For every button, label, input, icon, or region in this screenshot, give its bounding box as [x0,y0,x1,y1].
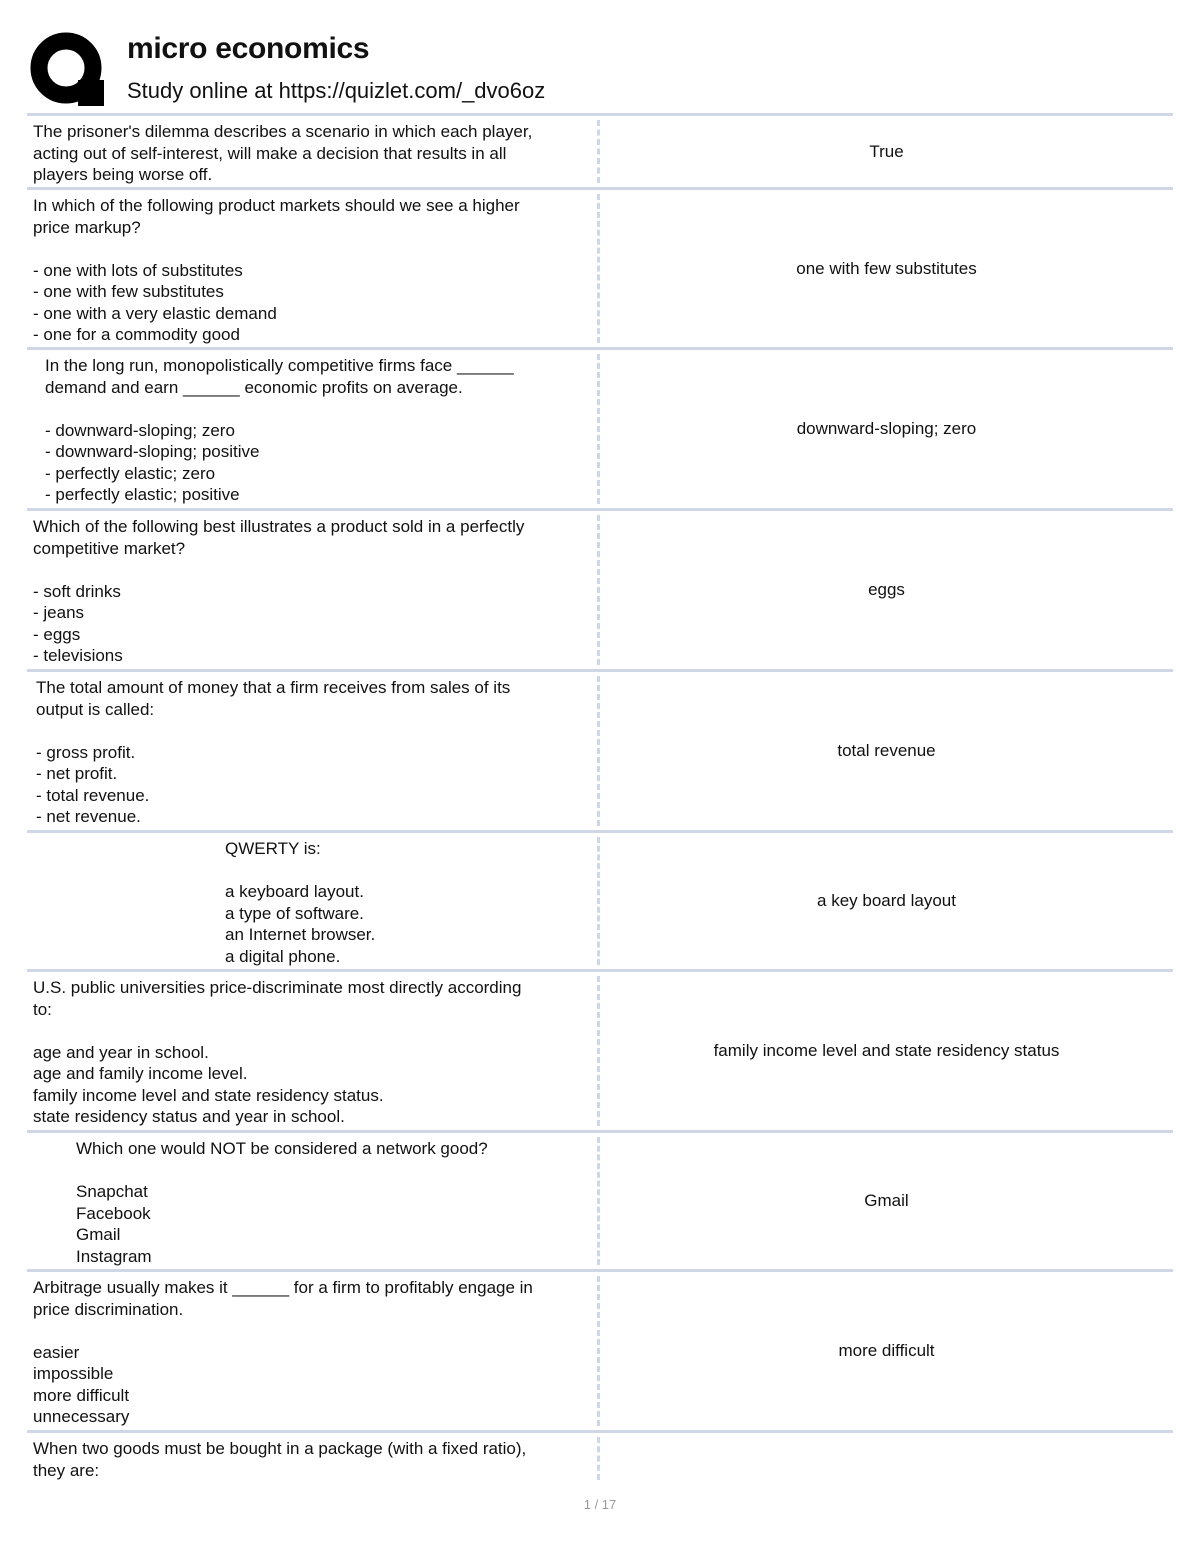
card-question: Which one would NOT be considered a network good? Snapchat Facebook Gmail Instagram [76,1139,488,1266]
flashcard [27,669,1173,830]
card-answer: downward-sloping; zero [796,419,977,438]
card-question: Arbitrage usually makes it ______ for a firm to profitably engage in price discrimination. easier impossible more difficult unnecessary [33,1278,533,1426]
study-link[interactable]: Study online at https://quizlet.com/_dvo6oz [127,78,546,103]
card-question: U.S. public universities price-discriminate most directly according to: age and year in school. age and family income level. family income level and state residency status. state residency status and year in school. [33,978,522,1126]
flashcard [27,113,1173,187]
card-question: In which of the following product markets should we see a higher price markup? - one with lots of substitutes - one with few substitutes - one with a very elastic demand - one for a commodity good [33,196,520,344]
flashcard [27,969,1173,1130]
flashcard [27,1269,1173,1430]
card-question: The total amount of money that a firm receives from sales of its output is called: - gross profit. - net profit. - total revenue. - net revenue. [36,678,511,826]
page-number: 1 / 17 [583,1497,617,1512]
flashcard [27,1130,1173,1269]
card-answer: a key board layout [817,891,956,910]
card-answer [600,1433,1173,1484]
card-question: When two goods must be bought in a package (with a fixed ratio), they are: [33,1439,527,1480]
flashcard [27,1430,1173,1484]
flashcard [27,830,1173,969]
card-question: The prisoner's dilemma describes a scenario in which each player, acting out of self-interest, will make a decision that results in all players being worse off. [33,122,533,184]
card-question: QWERTY is: a keyboard layout. a type of software. an Internet browser. a digital phone. [225,839,376,966]
flashcard [27,508,1173,669]
page-header [30,30,1172,110]
card-question: In the long run, monopolistically competitive firms face ______ demand and earn ______ economic profits on average. - downward-sloping; zero - downward-sloping; positive - perfectly elastic; zero - perfectly elastic; positive [45,356,514,504]
flashcard [27,187,1173,347]
card-answer: one with few substitutes [796,258,977,278]
flashcard [27,347,1173,508]
card-question: Which of the following best illustrates a product sold in a perfectly competitive market? - soft drinks - jeans - eggs - televisions [33,517,525,665]
card-answer: total revenue [837,741,936,760]
card-answer: Gmail [864,1191,909,1210]
card-answer: True [869,141,904,161]
quizlet-logo-icon [30,32,108,108]
card-answer: more difficult [838,1341,935,1360]
page-title: micro economics [127,32,370,65]
card-answer: eggs [868,580,905,599]
card-answer: family income level and state residency status [713,1041,1060,1060]
